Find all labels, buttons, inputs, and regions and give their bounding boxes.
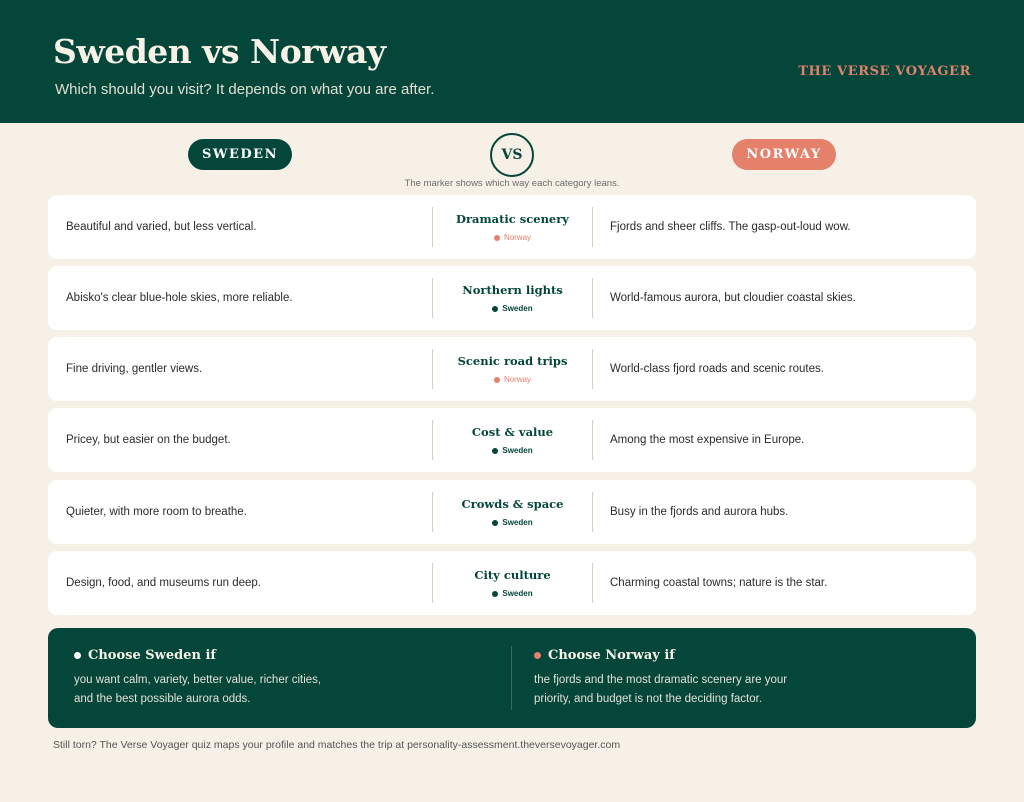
- vs-badge: VS: [490, 133, 534, 177]
- norway-text: World-class fjord roads and scenic routes.: [610, 363, 824, 375]
- lean-dot-icon: [494, 377, 500, 383]
- category-label: Crowds & space: [461, 497, 564, 511]
- lean-marker: Sweden: [433, 446, 592, 455]
- lean-marker: Sweden: [433, 589, 592, 598]
- sweden-pill: SWEDEN: [188, 139, 292, 170]
- norway-pill: NORWAY: [732, 139, 836, 170]
- choose-sweden-title: Choose Sweden if: [88, 648, 216, 663]
- sweden-text: Design, food, and museums run deep.: [66, 577, 261, 589]
- choose-norway-title: Choose Norway if: [548, 648, 675, 663]
- lean-dot-icon: [492, 448, 498, 454]
- sweden-text: Pricey, but easier on the budget.: [66, 434, 231, 446]
- norway-text: Charming coastal towns; nature is the star.: [610, 577, 828, 589]
- lean-marker: Norway: [433, 375, 592, 384]
- norway-text: Busy in the fjords and aurora hubs.: [610, 506, 789, 518]
- sweden-text: Quieter, with more room to breathe.: [66, 506, 247, 518]
- choose-panel: [48, 628, 976, 728]
- choose-norway-line: the fjords and the most dramatic scenery are your: [534, 674, 788, 686]
- legend-note: The marker shows which way each category leans.: [404, 178, 620, 189]
- choose-norway-line: priority, and budget is not the deciding factor.: [534, 693, 763, 705]
- sweden-text: Beautiful and varied, but less vertical.: [66, 221, 257, 233]
- divider: [592, 207, 593, 247]
- sweden-text: Abisko's clear blue-hole skies, more reliable.: [66, 292, 293, 304]
- lean-dot-icon: [492, 591, 498, 597]
- lean-marker: Sweden: [433, 304, 592, 313]
- page-subtitle: Which should you visit? It depends on what you are after.: [55, 81, 435, 98]
- divider: [592, 563, 593, 603]
- divider: [511, 646, 512, 710]
- bullet-dot-icon: [74, 652, 81, 659]
- divider: [592, 420, 593, 460]
- norway-text: Fjords and sheer cliffs. The gasp-out-loud wow.: [610, 221, 851, 233]
- header-banner: [0, 0, 1024, 123]
- category-label: City culture: [474, 568, 551, 582]
- lean-marker: Norway: [433, 233, 592, 242]
- comparison-row-cost-value: [48, 408, 976, 472]
- lean-dot-icon: [494, 235, 500, 241]
- divider: [592, 349, 593, 389]
- divider: [592, 278, 593, 318]
- comparison-row-city-culture: [48, 551, 976, 615]
- lean-dot-icon: [492, 306, 498, 312]
- choose-sweden-line: and the best possible aurora odds.: [74, 693, 251, 705]
- footer-note: Still torn? The Verse Voyager quiz maps your profile and matches the trip at personality-assessment.theversevoyager.com: [53, 739, 621, 751]
- norway-text: Among the most expensive in Europe.: [610, 434, 805, 446]
- comparison-row-dramatic-scenery: [48, 195, 976, 259]
- category-label: Cost & value: [471, 425, 554, 439]
- comparison-row-scenic-road-trips: [48, 337, 976, 401]
- lean-marker: Sweden: [433, 518, 592, 527]
- bullet-dot-icon: [534, 652, 541, 659]
- divider: [592, 492, 593, 532]
- category-label: Scenic road trips: [457, 354, 568, 368]
- choose-sweden-line: you want calm, variety, better value, richer cities,: [74, 674, 322, 686]
- comparison-row-northern-lights: [48, 266, 976, 330]
- page-title: Sweden vs Norway: [53, 32, 386, 71]
- brand-logo: THE VERSE VOYAGER: [798, 64, 971, 79]
- comparison-row-crowds-space: [48, 480, 976, 544]
- norway-text: World-famous aurora, but cloudier coastal skies.: [610, 292, 856, 304]
- lean-dot-icon: [492, 520, 498, 526]
- category-label: Northern lights: [462, 283, 563, 297]
- category-label: Dramatic scenery: [455, 212, 569, 226]
- sweden-text: Fine driving, gentler views.: [66, 363, 203, 375]
